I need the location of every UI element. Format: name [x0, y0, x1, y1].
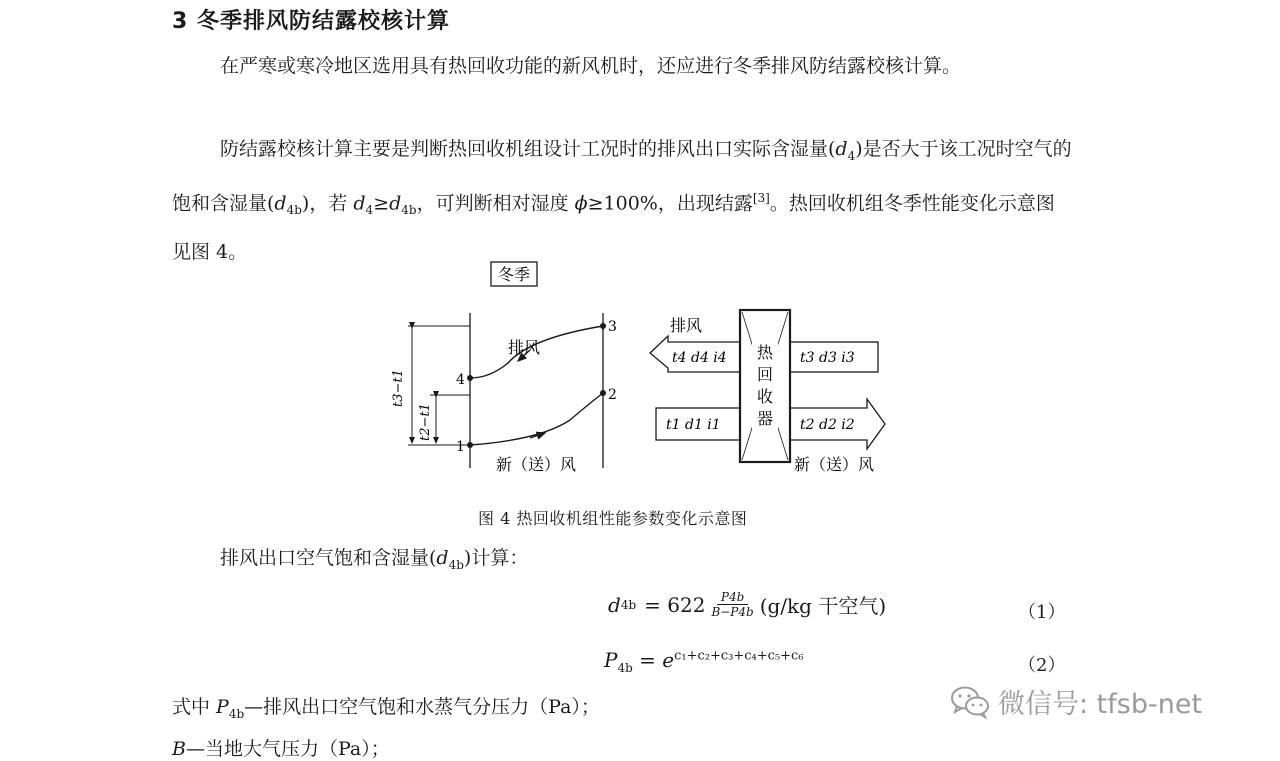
symbol-phi: ϕ	[574, 192, 588, 215]
exhaust-label: 排风	[508, 338, 541, 357]
formula-2-exponent: c₁+c₂+c₃+c₄+c₅+c₆	[674, 648, 804, 664]
figure-caption: 图 4 热回收机组性能参数变化示意图	[478, 509, 748, 528]
text-segment: ，可判断相对湿度	[416, 192, 575, 215]
symbol-e: e	[662, 648, 675, 672]
exhaust-out-params: t4 d4 i4	[672, 350, 727, 366]
subscript: 4b	[286, 202, 302, 217]
fresh-label-right: 新（送）风	[794, 455, 875, 474]
fraction-denominator: B−P4b	[711, 605, 754, 619]
point-3	[600, 323, 606, 329]
fresh-label: 新（送）风	[496, 455, 577, 474]
subscript: 4b	[401, 202, 417, 217]
text-segment: —排风出口空气饱和水蒸气分压力（Pa）；	[244, 696, 600, 718]
recovery-char: 回	[756, 365, 774, 384]
symbol-P: P	[216, 696, 229, 718]
point-label-3: 3	[608, 319, 617, 335]
recovery-char: 热	[756, 343, 774, 362]
point-4	[467, 375, 473, 381]
point-1	[467, 442, 473, 448]
text-segment: —当地大气压力（Pa）；	[185, 738, 390, 760]
equation-number-2: （2）	[1018, 655, 1066, 676]
symbol-d: d	[608, 592, 621, 617]
subscript: 4b	[448, 557, 464, 572]
symbol-d: d	[835, 138, 848, 160]
fresh-out-params: t2 d2 i2	[800, 417, 855, 433]
subscript: 4b	[228, 706, 245, 721]
figure-4-diagram	[380, 258, 910, 478]
dim-inner-label: t2−t1	[418, 403, 433, 441]
calc-intro	[220, 543, 528, 572]
symbol-d: d	[436, 547, 449, 569]
symbol-d: d	[274, 192, 287, 215]
recovery-char: 器	[756, 409, 774, 428]
point-label-1: 1	[456, 439, 465, 455]
symbol-d: d	[353, 192, 366, 215]
text-segment: ≥	[373, 192, 390, 215]
text-segment: )是否大于该工况时空气的饱和含湿量(	[172, 138, 1072, 215]
exhaust-label-right: 排风	[670, 316, 703, 335]
paragraph-condensation	[172, 128, 1072, 273]
point-label-2: 2	[608, 387, 617, 403]
recovery-char: 收	[756, 387, 774, 406]
text-segment: )，若	[301, 192, 354, 215]
subscript: 4	[365, 202, 374, 217]
fresh-curve	[470, 393, 603, 445]
formula-1	[608, 590, 886, 619]
equation-number-1: （1）	[1018, 602, 1066, 623]
text-segment: 式中	[172, 696, 217, 718]
watermark-text: 微信号: tfsb-net	[998, 689, 1203, 720]
subscript: 4	[847, 148, 856, 163]
dim-outer-label: t3−t1	[391, 369, 406, 407]
text-segment: )计算：	[463, 547, 529, 569]
season-label: 冬季	[497, 265, 531, 284]
subscript: 4b	[617, 661, 633, 675]
section-heading: 3 冬季排风防结露校核计算	[172, 9, 450, 34]
text-segment: 。热回收机组冬季性能变化示意图见图 4。	[172, 192, 1055, 263]
symbol-P: P	[604, 648, 618, 672]
fraction-numerator: P4b	[717, 590, 748, 605]
wechat-watermark	[950, 682, 1202, 721]
symbol-d: d	[389, 192, 402, 215]
symbol-B: B	[172, 738, 186, 760]
exhaust-in-params: t3 d3 i3	[800, 350, 855, 366]
formula-2	[604, 648, 804, 675]
text-segment: 排风出口空气饱和含湿量(	[220, 547, 437, 569]
formula-2-eq: =	[639, 648, 663, 672]
wechat-icon	[950, 685, 990, 719]
text-segment: 防结露校核计算主要是判断热回收机组设计工况时的排风出口实际含湿量(	[220, 138, 836, 160]
text-segment: ≥100%，出现结露	[587, 192, 753, 215]
heat-recovery-diagram	[380, 258, 910, 478]
fresh-in-params: t1 d1 i1	[666, 417, 721, 433]
formula-1-unit: (g/kg 干空气)	[759, 594, 887, 618]
paragraph-intro-text: 在严寒或寒冷地区选用具有热回收功能的新风机时，还应进行冬季排风防结露校核计算。	[220, 55, 962, 77]
point-label-4: 4	[456, 372, 465, 388]
citation-ref: [3]	[752, 190, 770, 205]
paragraph-intro	[172, 45, 1072, 87]
point-2	[600, 390, 606, 396]
definition-B	[172, 734, 390, 761]
formula-1-eq: = 622	[644, 592, 706, 617]
definition-P4b	[172, 692, 600, 721]
fraction	[711, 590, 753, 619]
subscript: 4b	[620, 597, 637, 612]
